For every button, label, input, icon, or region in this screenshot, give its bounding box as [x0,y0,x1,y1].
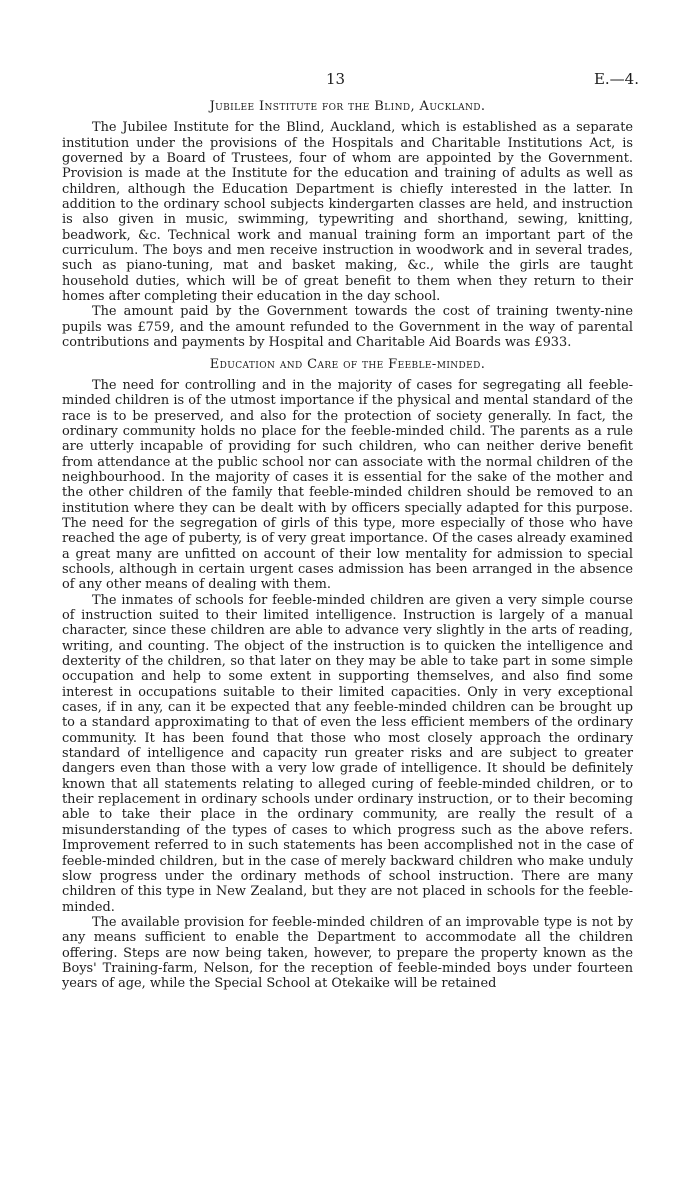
paragraph: The available provision for feeble-minded children of an improvable type is not by any means sufficient to enable the Department to accommodate all the children offering. Steps are now being taken, however, to prepare the property known as the Boys' Training-farm, Nelson, for the reception of feeble-minded boys under fourteen years of age, while the Special School at Otekaike will be retained [62,914,633,992]
paragraph: The inmates of schools for feeble-minded children are given a very simple course of instruction suited to their limited intelligence. Instruction is largely of a manual character, since these children are able to advance very slightly in the arts of reading, writing, and counting. The object of the instruction is to quicken the intelligence and dexterity of the children, so that later on they may be able to take part in some simple occupation and help to some extent in supporting themselves, and also find some interest in occupations suitable to their limited capacities. Only in very exceptional cases, if in any, can it be expected that any feeble-minded children can be brought up to a standard approximating to that of even the less efficient members of the ordinary community. It has been found that those who most closely approach the ordinary standard of intelligence and capacity run greater risks and are subject to greater dangers even than those with a very low grade of intelligence. It should be definitely known that all statements relating to alleged curing of feeble-minded children, or to their replacement in ordinary schools under ordinary instruction, or to their becoming able to take their place in the ordinary community, are really the result of a misunderstanding of the types of cases to which progress such as the above refers. Improvement referred to in such statements has been accomplished not in the case of feeble-minded children, but in the case of merely backward children who make unduly slow progress under the ordinary methods of school instruction. There are many children of this type in New Zealand, but they are not placed in schools for the feeble-minded. [62,592,633,915]
page-reference: E.—4. [593,70,639,88]
section-title-feeble-minded: Education and Care of the Feeble-minded. [209,356,486,372]
document-body [62,99,633,992]
page-number: 13 [326,70,346,88]
section-title-blind-institute: Jubilee Institute for the Blind, Auckland. [209,99,486,114]
paragraph: The amount paid by the Government towards the cost of training twenty-nine pupils was £759, and the amount refunded to the Government in the way of parental contributions and payments by Hospital and Charitable Aid Boards was £933. [62,304,633,351]
paragraph: The need for controlling and in the majority of cases for segregating all feeble-minded children is of the utmost importance if the physical and mental standard of the race is to be preserved, and also for the protection of society generally. In fact, the ordinary community holds no place for the feeble-minded child. The parents as a rule are utterly incapable of providing for such children, who can neither derive benefit from attendance at the public school nor can associate with the normal children of the neighbourhood. In the majority of cases it is essential for the sake of the mother and the other children of the family that feeble-minded children should be removed to an institution where they can be dealt with by officers specially adapted for this purpose. The need for the segregation of girls of this type, more especially of those who have reached the age of puberty, is of very great importance. Of the cases already examined a great many are unfitted on account of their low mentality for admission to special schools, although in certain urgent cases admission has been arranged in the absence of any other means of dealing with them. [62,377,633,593]
page-header [0,70,700,92]
paragraph: The Jubilee Institute for the Blind, Auckland, which is established as a separate institution under the provisions of the Hospitals and Charitable Institutions Act, is governed by a Board of Trustees, four of whom are appointed by the Government. Provision is made at the Institute for the education and training of adults as well as children, although the Education Department is chiefly interested in the latter. In addition to the ordinary school subjects kindergarten classes are held, and instruction is also given in music, swimming, typewriting and shorthand, sewing, knitting, beadwork, &c. Technical work and manual training form an important part of the curriculum. The boys and men receive instruction in woodwork and in several trades, such as piano-tuning, mat and basket making, &c., while the girls are taught household duties, which will be of great benefit to them when they return to their homes after completing their education in the day school. [62,120,633,305]
